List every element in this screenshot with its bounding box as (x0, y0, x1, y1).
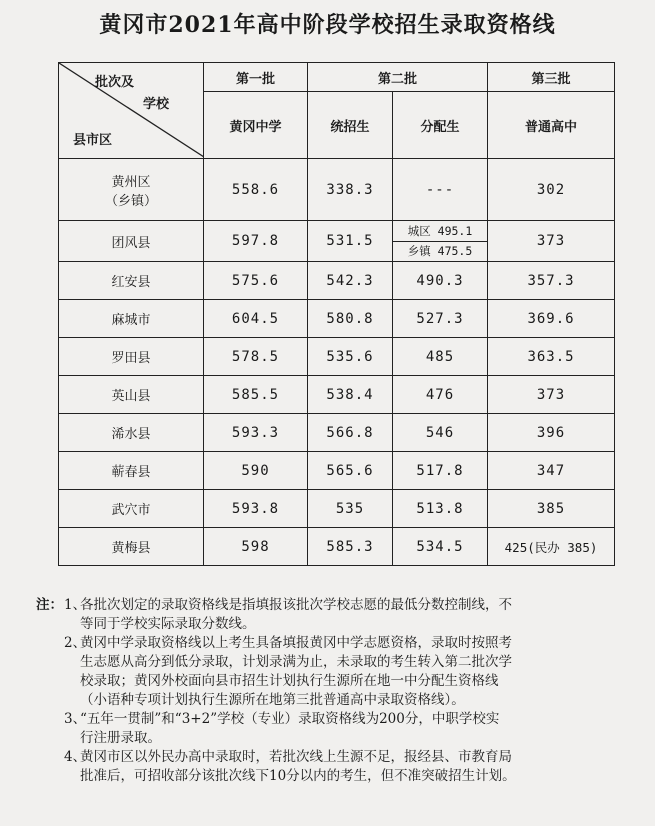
score-batch1: 604.5 (204, 300, 308, 338)
score-batch1: 597.8 (204, 221, 308, 262)
score-batch1: 598 (204, 528, 308, 566)
score-batch1: 578.5 (204, 338, 308, 376)
score-batch2-allocated: 534.5 (393, 528, 488, 566)
note-line: 黄冈中学录取资格线以上考生具备填报黄冈中学志愿资格，录取时按照考 (80, 635, 512, 651)
note-number: 3、 (64, 711, 87, 727)
notes-lead: 注： (36, 597, 63, 613)
score-batch3: 373 (488, 221, 615, 262)
note-line: 批准后，可招收部分该批次线下10分以内的考生，但不准突破招生计划。 (80, 768, 516, 784)
score-batch3: 425(民办 385) (488, 528, 615, 566)
table-row (59, 300, 615, 338)
county-cell: 黄州区 （乡镇） (59, 159, 204, 221)
batch3-header: 第三批 (488, 63, 615, 92)
score-batch2-allocated: 485 (393, 338, 488, 376)
table-row (59, 338, 615, 376)
note-item (36, 634, 626, 710)
score-batch3: 302 (488, 159, 615, 221)
score-batch2-unified: 585.3 (308, 528, 393, 566)
corner-label-county: 县市区 (73, 133, 113, 148)
corner-label-school: 学校 (143, 97, 170, 112)
score-batch2-allocated-town: 乡镇 475.5 (393, 241, 488, 262)
score-batch3: 363.5 (488, 338, 615, 376)
table-row (59, 376, 615, 414)
county-cell: 英山县 (59, 376, 204, 414)
note-number: 1、 (64, 597, 87, 613)
county-cell: 团风县 (59, 221, 204, 262)
batch2-header: 第二批 (308, 63, 488, 92)
county-cell: 黄梅县 (59, 528, 204, 566)
county-cell: 麻城市 (59, 300, 204, 338)
note-item (36, 710, 626, 748)
score-batch2-unified: 531.5 (308, 221, 393, 262)
table-row (59, 262, 615, 300)
note-line: 各批次划定的录取资格线是指填报该批次学校志愿的最低分数控制线，不 (80, 597, 512, 613)
score-batch2-allocated: 476 (393, 376, 488, 414)
note-line: 行注册录取。 (80, 730, 161, 746)
note-line: 黄冈市区以外民办高中录取时，若批次线上生源不足，报经县、市教育局 (80, 749, 512, 765)
table-row (59, 159, 615, 221)
score-batch1: 593.8 (204, 490, 308, 528)
score-batch2-allocated: 527.3 (393, 300, 488, 338)
score-batch2-allocated: 517.8 (393, 452, 488, 490)
score-batch2-unified: 535.6 (308, 338, 393, 376)
note-number: 2、 (64, 635, 87, 651)
notes-section (36, 596, 626, 786)
table-row (59, 414, 615, 452)
note-line: 校录取；黄冈外校面向县市招生计划执行生源所在地一中分配生资格线 (80, 673, 499, 689)
county-cell: 罗田县 (59, 338, 204, 376)
score-batch2-allocated-city: 城区 495.1 (393, 221, 488, 242)
document-title: 黄冈市2021年高中阶段学校招生录取资格线 (99, 12, 556, 38)
score-batch3: 396 (488, 414, 615, 452)
score-batch1: 593.3 (204, 414, 308, 452)
county-cell: 红安县 (59, 262, 204, 300)
table-corner-header (59, 63, 204, 159)
score-batch2-unified: 535 (308, 490, 393, 528)
note-item (36, 748, 626, 786)
table-row (59, 452, 615, 490)
score-batch2-unified: 338.3 (308, 159, 393, 221)
school-header-allocated: 分配生 (393, 92, 488, 159)
score-batch3: 369.6 (488, 300, 615, 338)
note-line: “五年一贯制”和“3+2”学校（专业）录取资格线为200分，中职学校实 (80, 711, 500, 727)
table-row (59, 221, 615, 242)
score-batch2-unified: 565.6 (308, 452, 393, 490)
batch1-header: 第一批 (204, 63, 308, 92)
table-row (59, 490, 615, 528)
score-batch2-allocated: 490.3 (393, 262, 488, 300)
score-batch3: 357.3 (488, 262, 615, 300)
note-number: 4、 (64, 749, 87, 765)
county-cell: 浠水县 (59, 414, 204, 452)
score-batch2-unified: 566.8 (308, 414, 393, 452)
score-batch2-allocated: --- (393, 159, 488, 221)
score-batch3: 385 (488, 490, 615, 528)
score-batch1: 585.5 (204, 376, 308, 414)
school-header-unified: 统招生 (308, 92, 393, 159)
score-batch2-unified: 542.3 (308, 262, 393, 300)
note-line: 生志愿从高分到低分录取，计划录满为止，未录取的考生转入第二批次学 (80, 654, 512, 670)
score-batch1: 575.6 (204, 262, 308, 300)
score-batch1: 558.6 (204, 159, 308, 221)
school-header-general: 普通高中 (488, 92, 615, 159)
score-batch2-unified: 538.4 (308, 376, 393, 414)
note-item (36, 596, 626, 634)
score-batch2-unified: 580.8 (308, 300, 393, 338)
county-cell: 蕲春县 (59, 452, 204, 490)
score-batch2-allocated: 546 (393, 414, 488, 452)
score-batch1: 590 (204, 452, 308, 490)
score-batch2-allocated: 513.8 (393, 490, 488, 528)
school-header-huanggang: 黄冈中学 (204, 92, 308, 159)
admission-score-table (58, 62, 615, 566)
score-batch3: 373 (488, 376, 615, 414)
note-line: （小语种专项计划执行生源所在地第三批普通高中录取资格线）。 (80, 692, 465, 708)
score-batch3: 347 (488, 452, 615, 490)
corner-label-batch: 批次及 (95, 75, 135, 90)
county-cell: 武穴市 (59, 490, 204, 528)
table-row (59, 528, 615, 566)
note-line: 等同于学校实际录取分数线。 (80, 616, 256, 632)
